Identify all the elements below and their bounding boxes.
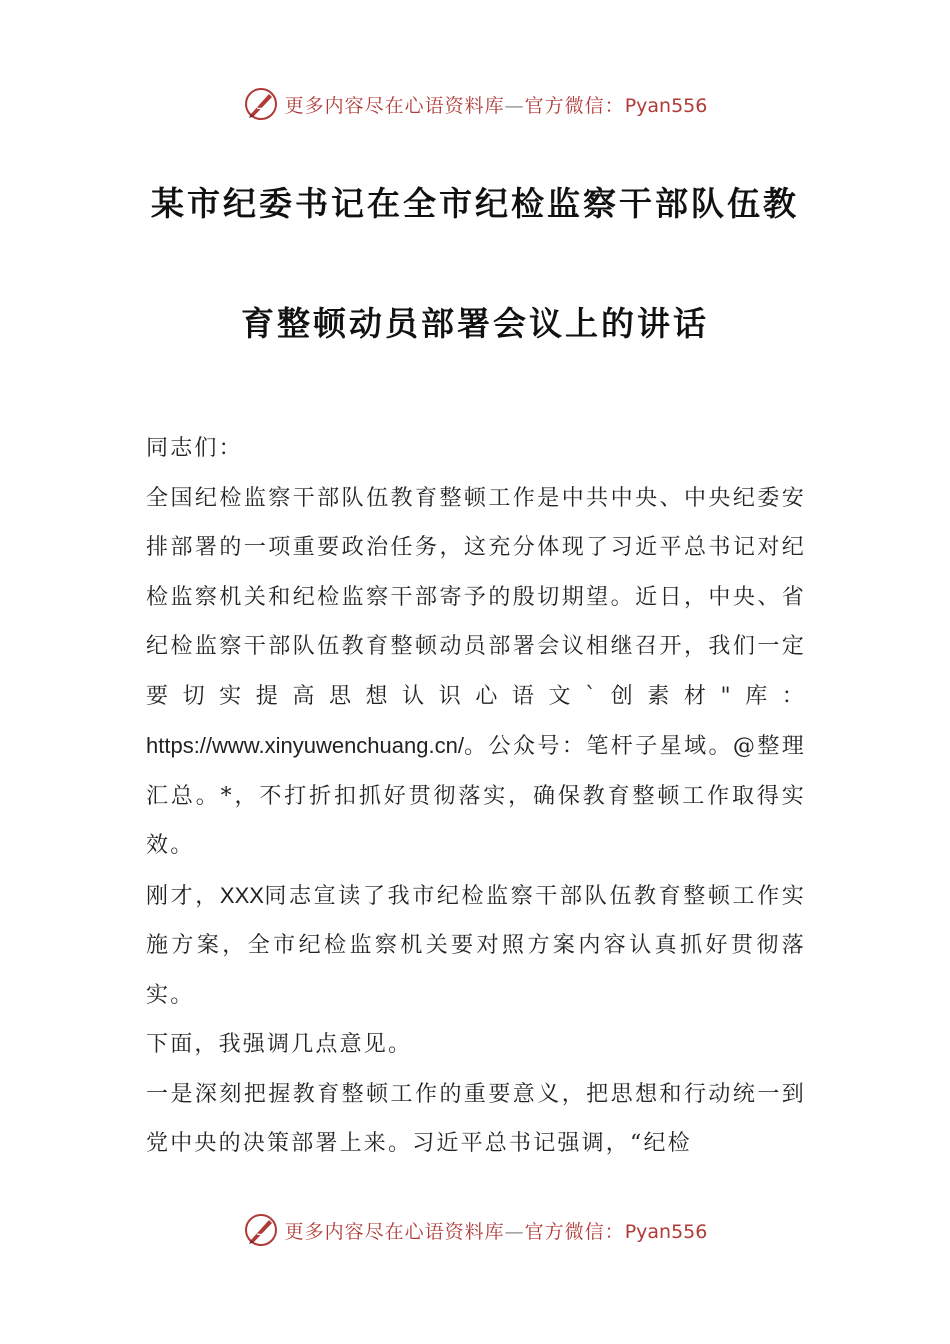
document-title-line-2: 育整顿动员部署会议上的讲话 [241, 304, 709, 343]
document-body [146, 424, 806, 1169]
paragraph-4: 一是深刻把握教育整顿工作的重要意义，把思想和行动统一到党中央的决策部署上来。习近平总书记强调，“纪检 [146, 1081, 806, 1156]
quill-logo-icon [243, 1212, 279, 1248]
paragraph-3: 下面，我强调几点意见。 [146, 1032, 413, 1057]
source-url-link[interactable]: https://www.xinyuwenchuang.cn/ [146, 733, 464, 758]
greeting: 同志们： [146, 436, 243, 461]
paragraph-1: 全国纪检监察干部队伍教育整顿工作是中共中央、中央纪委安排部署的一项重要政治任务，这充分体现了习近平总书记对纪检监察机关和纪检监察干部寄予的殷切期望。近日，中央、省纪检监察干部队伍教育整顿动员部署会议相继召开，我们一定要切实提高思想认识心语文`创素材"库：https://www.xinyuwenchuang.cn/。公众号：笔杆子星域。@整理汇总。*，不打折扣抓好贯彻落实，确保教育整顿工作取得实效。 [146, 485, 806, 858]
banner-text: 更多内容尽在心语资料库—官方微信：Pyan556 [284, 1220, 708, 1243]
footer-banner [0, 1206, 950, 1254]
paragraph-2: 刚才，XXX同志宣读了我市纪检监察干部队伍教育整顿工作实施方案，全市纪检监察机关要对照方案内容认真抓好贯彻落实。 [146, 882, 806, 1008]
document-title-line-1: 某市纪委书记在全市纪检监察干部队伍教 [151, 184, 799, 223]
header-banner [0, 80, 950, 128]
banner-text: 更多内容尽在心语资料库—官方微信：Pyan556 [284, 94, 708, 117]
quill-logo-icon [243, 86, 279, 122]
